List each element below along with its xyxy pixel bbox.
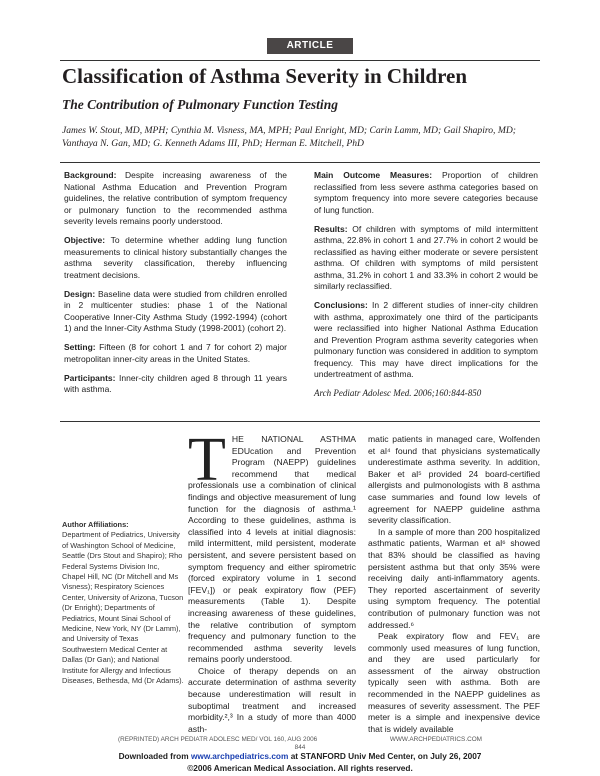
body-paragraph: In a sample of more than 200 hospitalized asthmatic patients, Warman et al⁶ showed that 83% should be classified as having persistent asthma but that only 35% were receiving daily anti-inflammatory agents. They reported ascertainment of severity using symptom frequency. The potential contribution of pulmonary function was not addressed.⁶: [368, 526, 540, 630]
abstract-label: Setting:: [64, 342, 96, 352]
abstract-text: Despite increasing awareness of the National Asthma Education and Prevention Program guidelines, the relative contribution of symptom frequency or pulmonary function to the recommended asthma severity levels remains poorly understood.: [64, 170, 287, 226]
abstract-label: Results:: [314, 223, 348, 234]
abstract-design: [64, 289, 287, 335]
abstract-text: Baseline data were studied from children enrolled in 2 multicenter studies: phase 1 of the National Cooperative Inner-City Asthma Study (1992-1994) (cohort 1) and the Inner-City Asthma Study (1998-2001) (cohort 2).: [64, 288, 287, 333]
abstract-text: Inner-city children aged 8 through 11 years with asthma.: [64, 372, 287, 394]
abstract-label: Design:: [64, 288, 96, 299]
body-column-middle: [188, 426, 356, 735]
footer-journal-info: (REPRINTED) ARCH PEDIATR ADOLESC MED/ VOL 160, AUG 2006: [118, 736, 318, 743]
abstract-left-column: [64, 170, 287, 403]
abstract-text: In 2 different studies of inner-city children with asthma, approximately one third of the participants were reclassified into higher National Asthma Education and Prevention Program asthma severity categories when pulmonary function was considered in addition to symptom frequency. This may have direct implications for the undertreatment of asthma.: [314, 300, 538, 379]
body-paragraph: [188, 426, 356, 666]
page-number: 844: [294, 744, 306, 751]
abstract-label: Background:: [64, 170, 117, 180]
abstract-objective: [64, 235, 287, 281]
author-affiliations: [62, 520, 184, 687]
article-subtitle: The Contribution of Pulmonary Function Testing: [62, 97, 338, 112]
running-footer: [118, 736, 482, 743]
body-paragraph: Peak expiratory flow and FEV₁ are commonly used measures of lung function, and they are used particularly for assessment of the airway obstruction typically seen with asthma. Both are recommended in the NAEPP guidelines as measures of severity assessment. The PEF meter is a simple and inexpensive device that is widely available: [368, 631, 540, 734]
paragraph-text: HE NATIONAL ASTHMA EDUcation and Prevention Program (NAEPP) guidelines recommend that medical professionals use a combination of clinical findings and objective measurement of lung function for the diagnosis of asthma.¹ According to these guidelines, asthma is classified into 4 levels at initial diagnosis: mild intermittent, mild persistent, moderate persistent, and severe persistent based on symptom frequency and either spirometric (forced expiratory volume in 1 second [FEV₁]) or peak expiratory flow (PEF) measurements (Table 1). Despite increasing awareness of these guidelines, the relative contribution of symptom frequency and pulmonary function to the recommended asthma severity levels remains poorly understood.: [188, 434, 356, 665]
body-paragraph: matic patients in managed care, Wolfenden et al⁴ found that physicians systematically underestimate asthma severity. In addition, Baker et al⁵ provided 24 board-certified allergists and pulmonologists with 8 asthma case summaries and found low levels of agreement for NAEPP guideline asthma severity classification.: [368, 434, 540, 526]
abstract-label: Main Outcome Measures:: [314, 170, 433, 180]
abstract-main-outcome: [314, 170, 538, 216]
copyright-notice: ©2006 American Medical Association. All rights reserved.: [187, 763, 413, 773]
article-type-tag: ARTICLE: [267, 38, 353, 54]
abstract-text: Fifteen (8 for cohort 1 and 7 for cohort 2) major metropolitan inner-city areas in the United States.: [64, 342, 287, 364]
affiliations-heading: Author Affiliations:: [62, 520, 129, 529]
abstract-label: Participants:: [64, 372, 116, 383]
abstract-background: [64, 170, 287, 228]
abstract-setting: [64, 342, 287, 365]
download-prefix: Downloaded from: [118, 751, 191, 761]
abstract-text: Proportion of children reclassified from less severe asthma categories based on symptom frequency into more severe categories because of lung function.: [314, 170, 538, 215]
header-rule: [60, 60, 540, 61]
abstract-conclusions: [314, 300, 538, 381]
body-column-right: [368, 434, 540, 735]
article-title: Classification of Asthma Severity in Children: [62, 64, 468, 88]
drop-cap: T: [188, 426, 226, 494]
abstract-text: To determine whether adding lung function measurements to clinical history substantially changes the asthma severity classification, thereby influencing treatment decisions.: [64, 235, 287, 280]
abstract-label: Conclusions:: [314, 300, 368, 310]
abstract-results: [314, 224, 538, 293]
body-paragraph: Choice of therapy depends on an accurate determination of asthma severity because underestimation will result in suboptimal treatment and increased morbidity.²,³ In a study of more than 4000 asth-: [188, 665, 356, 734]
abstract-text: Of children with symptoms of mild intermittent asthma, 22.8% in cohort 1 and 27.7% in cohort 2 would be reclassified as having either moderate or severe persistent asthma. Of children with symptoms of mild persistent asthma, 31.2% in cohort 1 and 33.3% in cohort 2 would be similarly reclassified.: [314, 223, 538, 291]
journal-site-link[interactable]: www.archpediatrics.com: [190, 751, 289, 761]
journal-citation: Arch Pediatr Adolesc Med. 2006;160:844-850: [314, 388, 482, 398]
download-notice: [0, 751, 600, 761]
author-list: James W. Stout, MD, MPH; Cynthia M. Visness, MA, MPH; Paul Enright, MD; Carin Lamm, MD; Gail Shapiro, MD; Vanthaya N. Gan, MD; G. Kenneth Adams III, PhD; Herman E. Mitchell, PhD: [62, 125, 516, 149]
download-suffix: at STANFORD Univ Med Center, on July 26, 2007: [288, 751, 482, 761]
abstract-right-column: [314, 170, 538, 400]
abstract-participants: [64, 373, 287, 396]
footer-website: WWW.ARCHPEDIATRICS.COM: [389, 736, 482, 743]
abstract-label: Objective:: [64, 235, 106, 245]
affiliations-text: Department of Pediatrics, University of Washington School of Medicine, Seattle (Drs Stout and Shapiro); Rho Federal Systems Division Inc, Chapel Hill, NC (Dr Mitchell and Ms Visness); Respiratory Sciences Center, University of Arizona, Tucson (Dr Enright); Departments of Pediatrics, Mount Sinai School of Medicine, New York, NY (Dr Lamm), and University of Texas Southwestern Medical Center at Dallas (Dr Gan); and National Institute for Allergy and Infectious Diseases, Bethesda, Md (Dr Adams).: [62, 530, 184, 686]
